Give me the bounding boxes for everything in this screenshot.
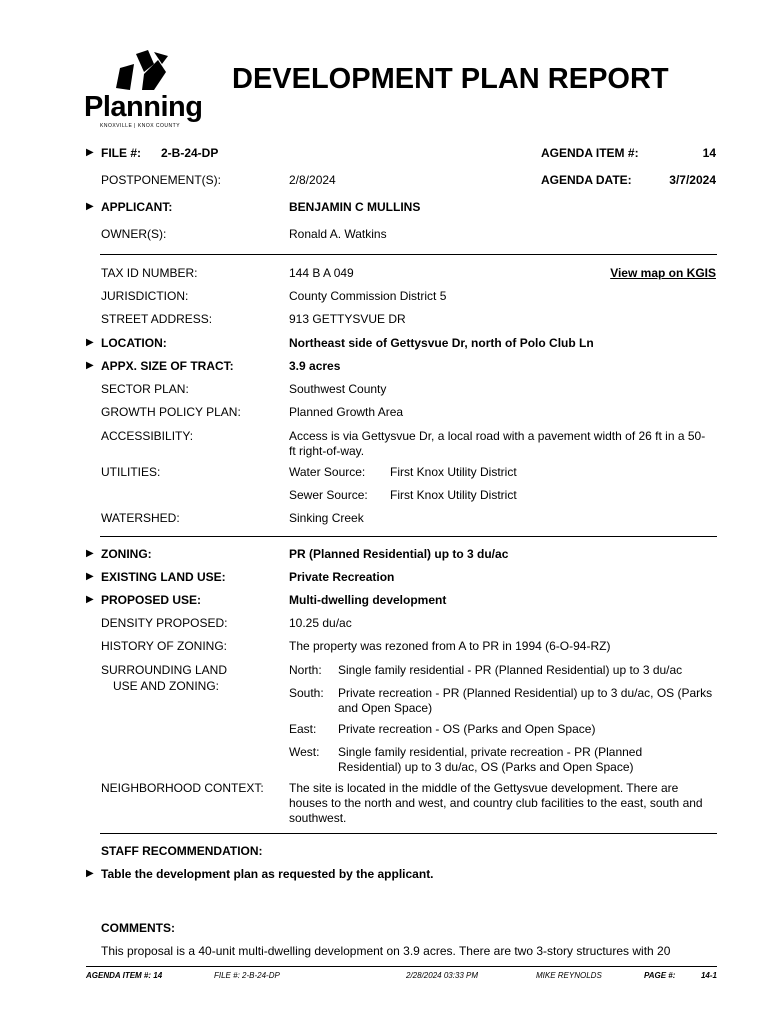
west-label: West: <box>289 745 320 759</box>
jurisdiction-label: JURISDICTION: <box>101 289 189 303</box>
tax-id-row <box>0 264 770 282</box>
sector-row <box>0 380 770 398</box>
agenda-item-label: AGENDA ITEM #: <box>541 146 639 160</box>
south-label: South: <box>289 686 324 700</box>
arrow-right-icon: ▶ <box>86 337 94 348</box>
north-label: North: <box>289 663 322 677</box>
north-value: Single family residential - PR (Planned Residential) up to 3 du/ac <box>338 663 683 677</box>
logo-wordmark: Planning <box>84 91 203 123</box>
section-divider <box>100 536 717 537</box>
location-label: LOCATION: <box>101 336 167 350</box>
density-row <box>0 614 770 632</box>
watershed-row <box>0 509 770 527</box>
tax-id-value: 144 B A 049 <box>289 266 354 280</box>
growth-label: GROWTH POLICY PLAN: <box>101 405 241 419</box>
utilities-label: UTILITIES: <box>101 465 161 479</box>
neighborhood-row <box>0 779 770 825</box>
growth-row <box>0 403 770 421</box>
section-divider <box>100 254 717 255</box>
existing-use-value: Private Recreation <box>289 570 395 584</box>
owner-label: OWNER(S): <box>101 227 167 241</box>
history-label: HISTORY OF ZONING: <box>101 639 228 653</box>
sector-value: Southwest County <box>289 382 387 396</box>
proposed-use-row <box>0 591 770 609</box>
arrow-right-icon: ▶ <box>86 147 94 158</box>
jurisdiction-row <box>0 287 770 305</box>
kgis-map-link[interactable]: View map on KGIS <box>610 266 716 280</box>
sewer-row <box>0 486 770 504</box>
planning-logo-mark-icon <box>114 50 170 92</box>
applicant-value: BENJAMIN C MULLINS <box>289 200 421 214</box>
proposed-use-label: PROPOSED USE: <box>101 593 202 607</box>
density-value: 10.25 du/ac <box>289 616 352 630</box>
applicant-label: APPLICANT: <box>101 200 173 214</box>
comments-heading-row <box>0 919 770 937</box>
location-value: Northeast side of Gettysvue Dr, north of Polo Club Ln <box>289 336 594 350</box>
history-row <box>0 637 770 655</box>
page-title: DEVELOPMENT PLAN REPORT <box>232 63 669 95</box>
south-value: Private recreation - PR (Planned Residential) up to 3 du/ac, OS (Parks and Open Space) <box>338 686 713 715</box>
existing-use-row <box>0 568 770 586</box>
existing-use-label: EXISTING LAND USE: <box>101 570 226 584</box>
arrow-right-icon: ▶ <box>86 360 94 371</box>
access-value: Access is via Gettysvue Dr, a local road with a pavement width of 26 ft in a 50-ft right-of-way. <box>289 429 706 458</box>
logo-subtitle: KNOXVILLE | KNOX COUNTY <box>100 123 181 129</box>
watershed-value: Sinking Creek <box>289 511 364 525</box>
zoning-value: PR (Planned Residential) up to 3 du/ac <box>289 547 509 561</box>
staff-rec-row <box>0 865 770 883</box>
zoning-row <box>0 545 770 563</box>
east-label: East: <box>289 722 317 736</box>
agenda-date-label: AGENDA DATE: <box>541 173 632 187</box>
surrounding-label-line2: USE AND ZONING: <box>113 679 220 693</box>
footer-agenda: AGENDA ITEM #: 14 <box>86 971 163 980</box>
agenda-item-value: 14 <box>702 146 716 160</box>
owner-row <box>0 225 770 243</box>
utilities-row <box>0 463 770 481</box>
arrow-right-icon: ▶ <box>86 594 94 605</box>
tax-id-label: TAX ID NUMBER: <box>101 266 198 280</box>
footer-page-value: 14-1 <box>700 971 717 980</box>
file-row <box>0 144 770 162</box>
neighborhood-value: The site is located in the middle of the Gettysvue development. There are houses to the north and west, and country club facilities to the east, south and southwest. <box>289 781 703 825</box>
tract-label: APPX. SIZE OF TRACT: <box>101 359 234 373</box>
surrounding-east-row <box>0 720 770 738</box>
east-value: Private recreation - OS (Parks and Open Space) <box>338 722 596 736</box>
proposed-use-value: Multi-dwelling development <box>289 593 447 607</box>
jurisdiction-value: County Commission District 5 <box>289 289 447 303</box>
location-row <box>0 334 770 352</box>
surrounding-west-row <box>0 743 770 774</box>
footer-page-label: PAGE #: <box>644 971 676 980</box>
access-row <box>0 427 770 458</box>
water-source-value: First Knox Utility District <box>390 465 517 479</box>
surrounding-label-line1: SURROUNDING LAND <box>101 663 228 677</box>
arrow-right-icon: ▶ <box>86 201 94 212</box>
zoning-label: ZONING: <box>101 547 152 561</box>
arrow-right-icon: ▶ <box>86 868 94 879</box>
file-label: FILE #: <box>101 146 142 160</box>
footer-file: FILE #: 2-B-24-DP <box>214 971 280 980</box>
staff-rec-heading: STAFF RECOMMENDATION: <box>101 844 263 858</box>
staff-rec-heading-row <box>0 842 770 860</box>
growth-value: Planned Growth Area <box>289 405 404 419</box>
comments-text: This proposal is a 40-unit multi-dwelling development on 3.9 acres. There are two 3-story structures with 20 <box>101 944 671 958</box>
footer-date: 2/28/2024 03:33 PM <box>406 971 479 980</box>
street-value: 913 GETTYSVUE DR <box>289 312 406 326</box>
arrow-right-icon: ▶ <box>86 571 94 582</box>
footer-author: MIKE REYNOLDS <box>536 971 602 980</box>
sector-label: SECTOR PLAN: <box>101 382 189 396</box>
tract-value: 3.9 acres <box>289 359 341 373</box>
applicant-row <box>0 198 770 216</box>
watershed-label: WATERSHED: <box>101 511 180 525</box>
neighborhood-label: NEIGHBORHOOD CONTEXT: <box>101 781 264 795</box>
staff-rec-text: Table the development plan as requested by the applicant. <box>101 867 434 881</box>
street-row <box>0 310 770 328</box>
postponement-label: POSTPONEMENT(S): <box>101 173 222 187</box>
street-label: STREET ADDRESS: <box>101 312 213 326</box>
history-value: The property was rezoned from A to PR in 1994 (6-O-94-RZ) <box>289 639 611 653</box>
planning-logo <box>84 50 203 132</box>
section-divider <box>100 833 717 834</box>
west-value: Single family residential, private recreation - PR (Planned Residential) up to 3 du/ac, OS (Parks and Open Space) <box>338 745 643 774</box>
access-label: ACCESSIBILITY: <box>101 429 194 443</box>
surrounding-south-row <box>0 684 770 715</box>
postponement-row <box>0 171 770 189</box>
owner-value: Ronald A. Watkins <box>289 227 387 241</box>
agenda-date-value: 3/7/2024 <box>669 173 716 187</box>
page-footer <box>86 966 717 983</box>
water-source-label: Water Source: <box>289 465 366 479</box>
density-label: DENSITY PROPOSED: <box>101 616 228 630</box>
sewer-source-value: First Knox Utility District <box>390 488 517 502</box>
file-value: 2-B-24-DP <box>161 146 219 160</box>
arrow-right-icon: ▶ <box>86 548 94 559</box>
comments-row <box>0 942 770 960</box>
comments-heading: COMMENTS: <box>101 921 175 935</box>
sewer-source-label: Sewer Source: <box>289 488 368 502</box>
tract-row <box>0 357 770 375</box>
postponement-value: 2/8/2024 <box>289 173 336 187</box>
